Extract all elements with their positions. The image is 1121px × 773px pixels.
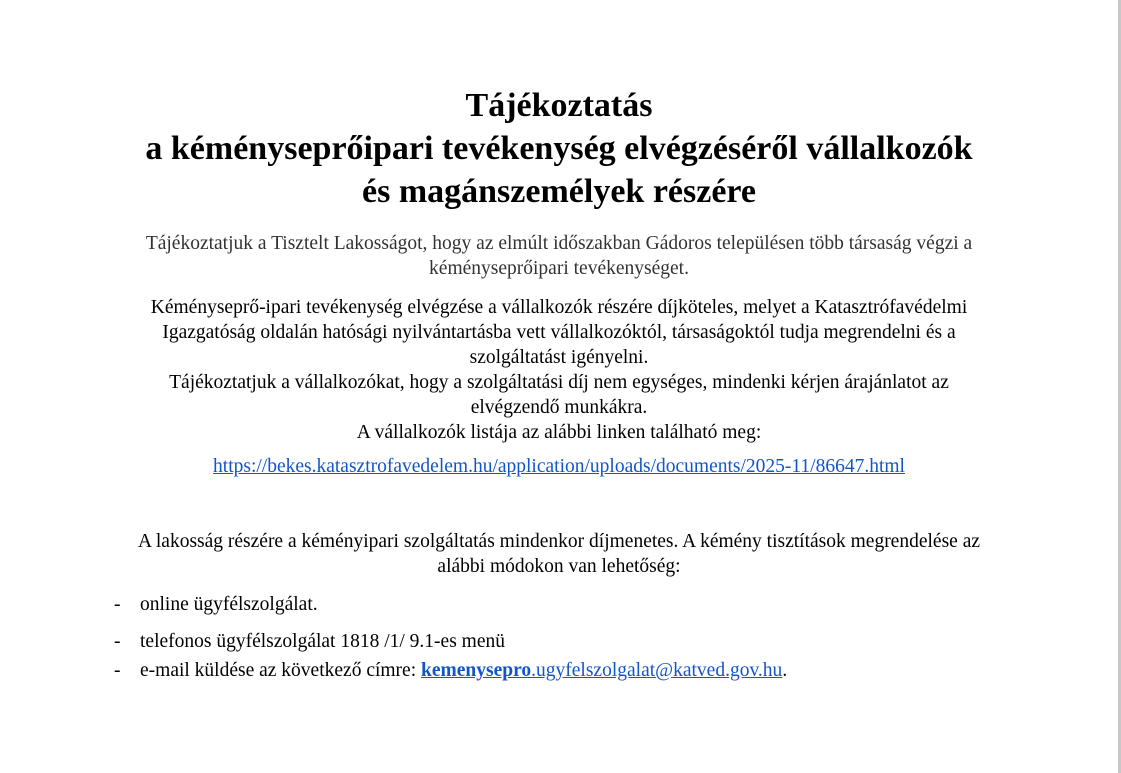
title-line-2: a kéményseprőipari tevékenység elvégzéséről vállalkozók <box>145 130 973 167</box>
option-email-suffix: . <box>782 660 788 681</box>
fees-line-6: A vállalkozók listája az alábbi linken található meg: <box>356 422 762 443</box>
document-title <box>0 84 1118 213</box>
intro-paragraph <box>60 231 1058 281</box>
email-link-rest: .ugyfelszolgalat@katved.gov.hu <box>531 660 783 681</box>
contractor-list-link[interactable]: https://bekes.katasztrofavedelem.hu/application/uploads/documents/2025-11/86647.html <box>213 456 905 477</box>
fees-line-2: Igazgatóság oldalán hatósági nyilvántartásba vett vállalkozóktól, társaságoktól tudja megrendelni és a <box>162 322 956 343</box>
list-bullet: - <box>114 594 121 615</box>
email-link[interactable] <box>421 660 782 681</box>
population-line-1: A lakosság részére a kéményipari szolgáltatás mindenkor díjmenetes. A kémény tisztítások megrendelése az <box>137 531 980 552</box>
option-online: online ügyfélszolgálat. <box>140 594 318 615</box>
option-email-prefix: e-mail küldése az következő címre: <box>140 660 421 681</box>
option-phone: telefonos ügyfélszolgálat 1818 /1/ 9.1-es menü <box>140 631 505 652</box>
list-bullet: - <box>114 631 121 652</box>
fees-line-3: szolgáltatást igényelni. <box>469 347 649 368</box>
contractor-list-link-paragraph <box>60 454 1058 479</box>
population-paragraph <box>60 529 1058 579</box>
email-link-bold: kemenysepro <box>421 660 532 681</box>
title-line-1: Tájékoztatás <box>465 87 653 124</box>
intro-line-1: Tájékoztatjuk a Tisztelt Lakosságot, hogy az elmúlt időszakban Gádoros településen több társaság végzi a <box>145 233 973 254</box>
title-line-3: és magánszemélyek részére <box>362 173 756 210</box>
fees-line-4: Tájékoztatjuk a vállalkozókat, hogy a szolgáltatási díj nem egységes, mindenki kérjen árajánlatot az <box>169 372 949 393</box>
fees-paragraph <box>60 295 1058 445</box>
list-item <box>114 658 787 683</box>
fees-line-1: Kéményseprő-ipari tevékenység elvégzése a vállalkozók részére díjköteles, melyet a Katasztrófavédelmi <box>150 297 968 318</box>
intro-line-2: kéményseprőipari tevékenységet. <box>429 258 689 279</box>
population-line-2: alábbi módokon van lehetőség: <box>437 556 681 577</box>
list-bullet: - <box>114 660 121 681</box>
list-item <box>114 629 505 654</box>
fees-line-5: elvégzendő munkákra. <box>470 397 648 418</box>
list-item <box>114 592 318 617</box>
